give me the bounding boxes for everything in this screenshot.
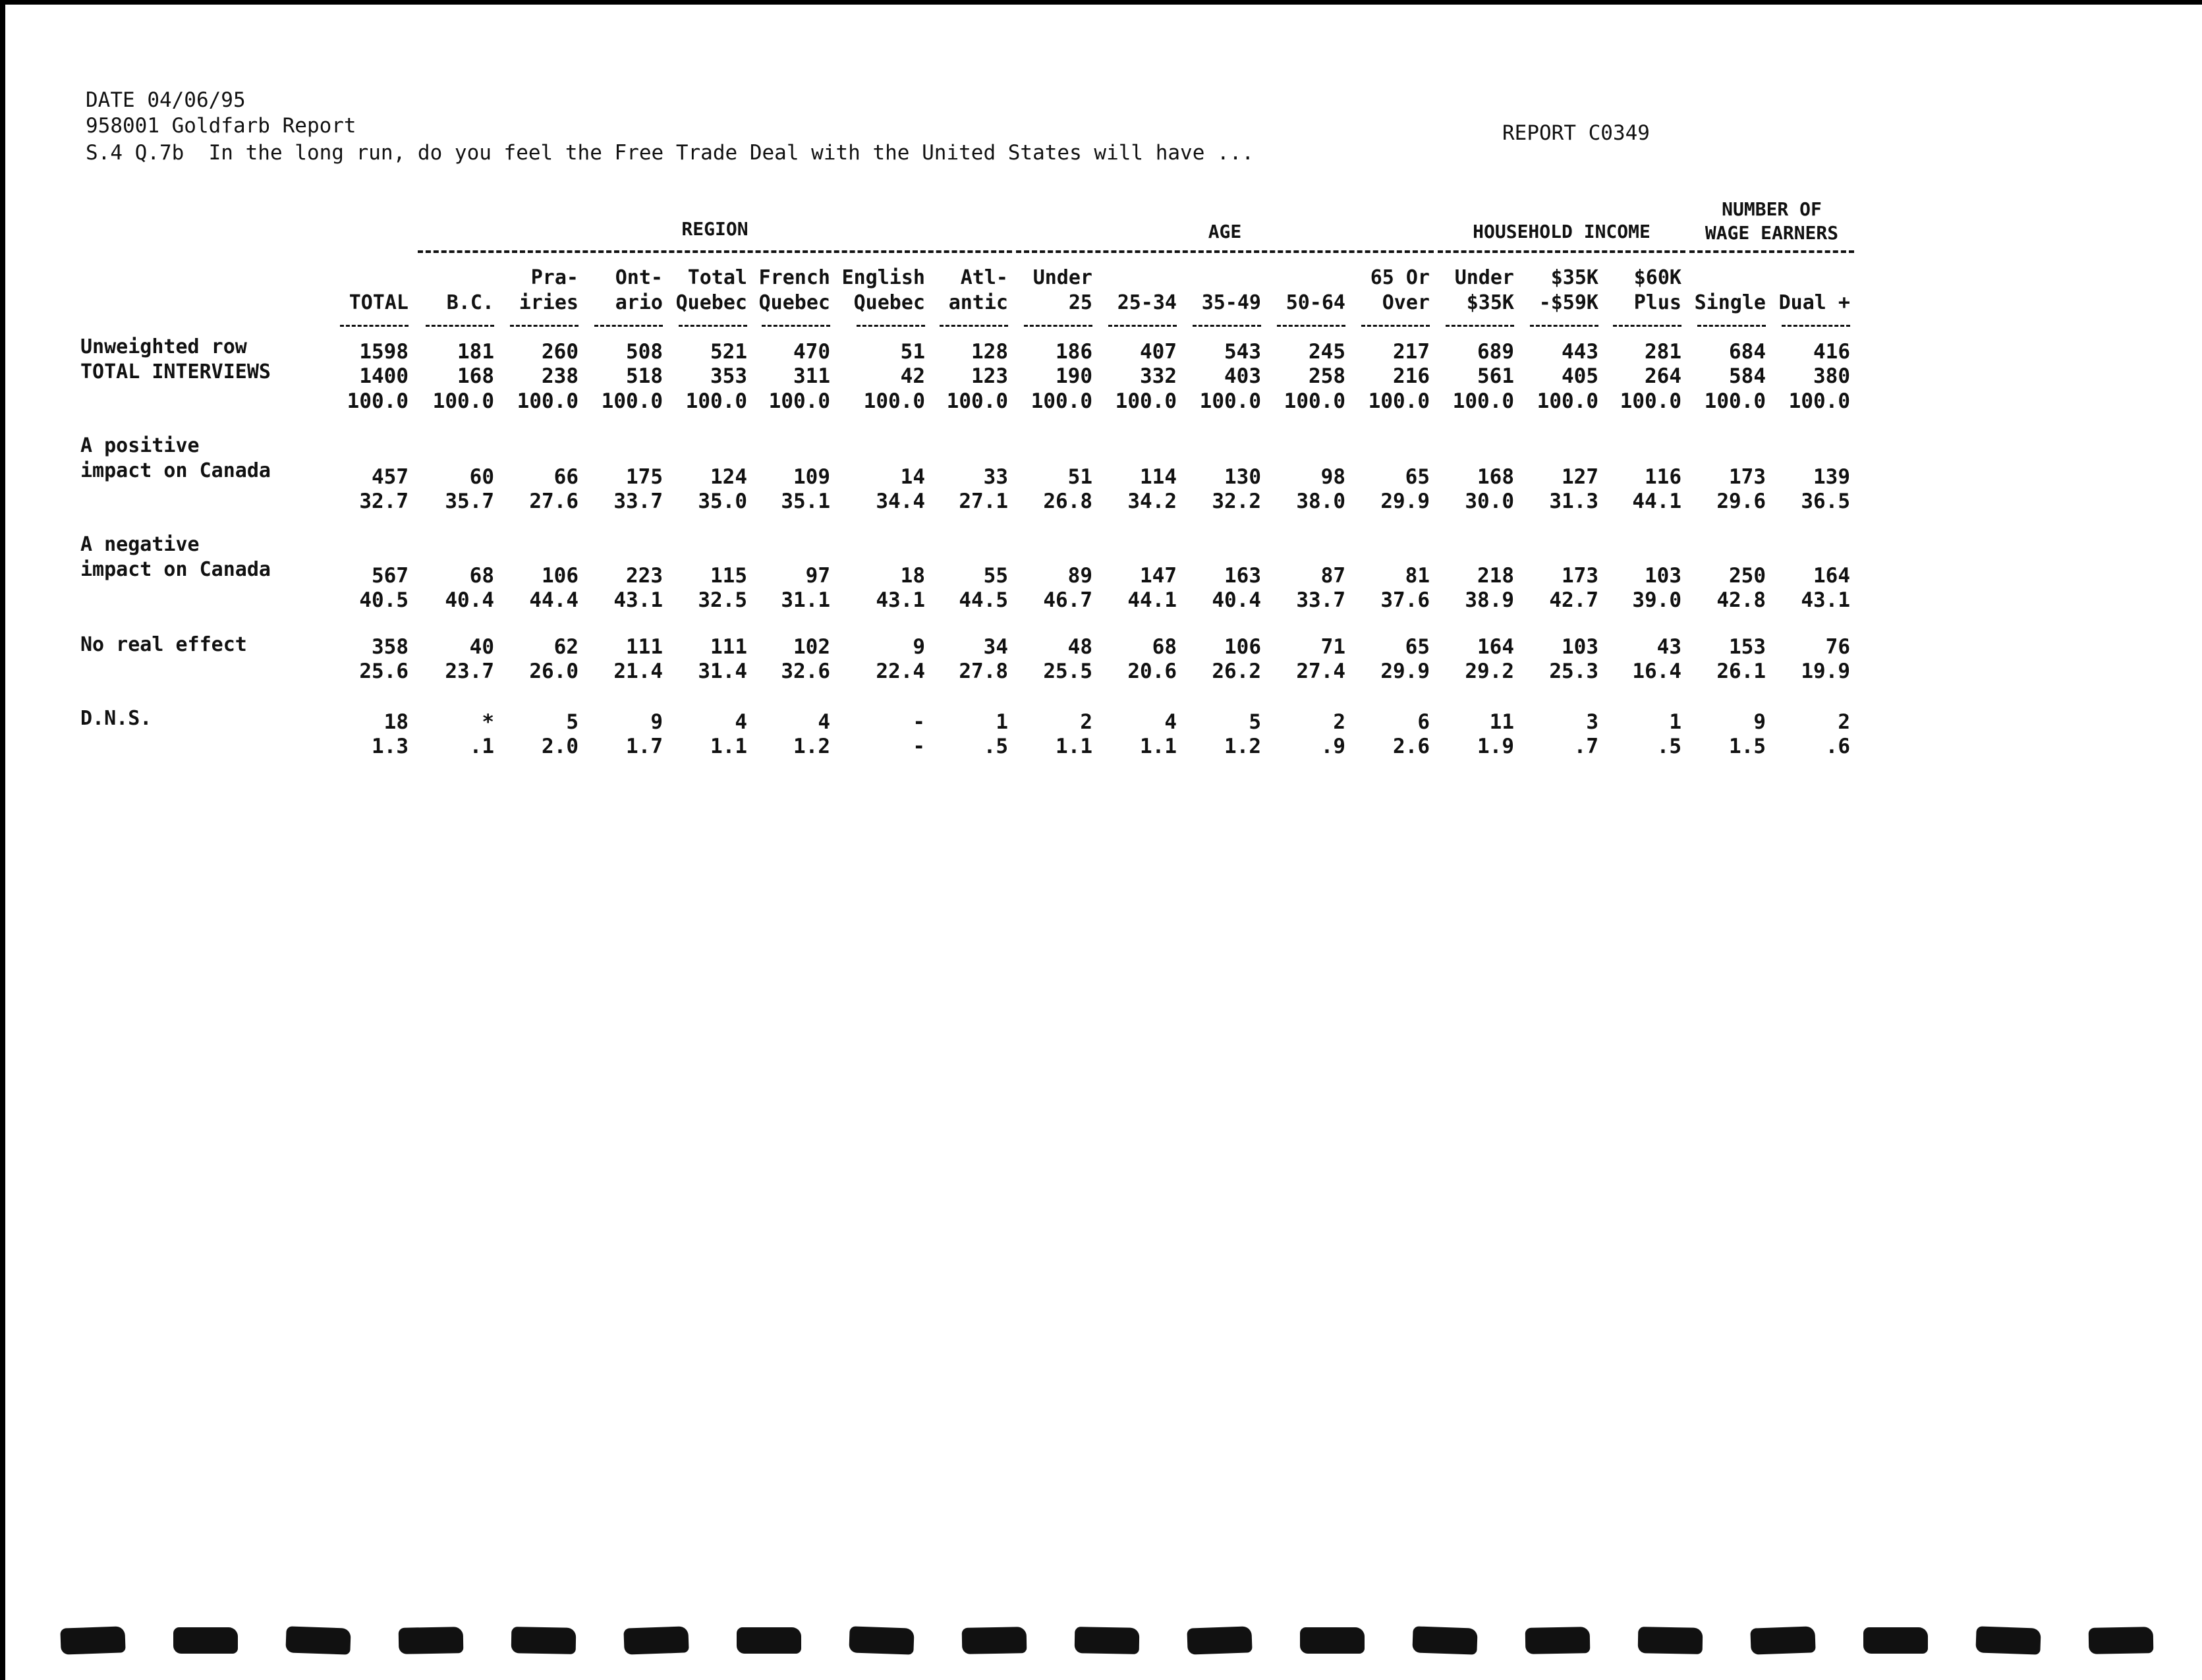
count-cell: 109 [793, 465, 830, 489]
column-header-underline [1193, 325, 1261, 327]
count-cell: 521 [710, 340, 747, 364]
column-header: $60K Plus [1633, 266, 1681, 314]
question-text: S.4 Q.7b In the long run, do you feel the Free Trade Deal with the United States will have ... [86, 141, 1255, 165]
count-cell: 124 [710, 465, 747, 489]
column-header-underline [1277, 325, 1345, 327]
count-cell: 9 [1753, 710, 1766, 734]
percent-cell: 100.0 [1030, 389, 1092, 413]
count-cell: 238 [542, 364, 579, 388]
percent-cell: 29.2 [1465, 659, 1514, 683]
count-cell: 584 [1729, 364, 1766, 388]
count-cell: 34 [983, 635, 1008, 659]
count-cell: 168 [1477, 465, 1514, 489]
count-cell: 65 [1405, 635, 1430, 659]
column-header-underline [1108, 325, 1177, 327]
percent-cell: 33.7 [613, 490, 663, 513]
punch-hole [1750, 1626, 1815, 1654]
count-cell: 89 [1067, 564, 1092, 588]
count-cell: 42 [900, 364, 925, 388]
punch-hole [1300, 1627, 1365, 1654]
punch-hole [173, 1627, 238, 1654]
column-group-divider [418, 250, 1012, 253]
column-header-underline [1782, 325, 1850, 327]
column-header-underline [594, 325, 663, 327]
percent-cell: 34.2 [1127, 490, 1177, 513]
percent-cell: 35.1 [781, 490, 830, 513]
percent-cell: 100.0 [1368, 389, 1430, 413]
column-header-underline [762, 325, 830, 327]
percent-cell: 100.0 [432, 389, 494, 413]
punch-hole [2089, 1627, 2154, 1654]
count-cell: 48 [1067, 635, 1092, 659]
percent-cell: 1.3 [372, 735, 409, 758]
percent-cell: 21.4 [613, 659, 663, 683]
percent-cell: .7 [1573, 735, 1598, 758]
percent-cell: 36.5 [1801, 490, 1850, 513]
count-cell: 216 [1393, 364, 1430, 388]
percent-cell: 100.0 [347, 389, 409, 413]
percent-cell: 31.1 [781, 588, 830, 612]
count-cell: 543 [1224, 340, 1261, 364]
percent-cell: 100.0 [1788, 389, 1850, 413]
percent-cell: 42.8 [1716, 588, 1766, 612]
count-cell: 4 [1164, 710, 1177, 734]
count-cell: 164 [1477, 635, 1514, 659]
percent-cell: 27.8 [959, 659, 1008, 683]
column-header-underline [940, 325, 1008, 327]
count-cell: 173 [1562, 564, 1598, 588]
percent-cell: .9 [1320, 735, 1345, 758]
column-group-header: REGION [681, 218, 748, 240]
percent-cell: 1.9 [1477, 735, 1514, 758]
count-cell: 260 [542, 340, 579, 364]
punch-hole [1863, 1627, 1928, 1654]
column-header-underline [1530, 325, 1598, 327]
count-cell: 9 [913, 635, 925, 659]
count-cell: 71 [1320, 635, 1345, 659]
column-header: 25-34 [1117, 291, 1177, 314]
percent-cell: 32.2 [1212, 490, 1261, 513]
percent-cell: 100.0 [1704, 389, 1766, 413]
count-cell: 353 [710, 364, 747, 388]
count-cell: 106 [1224, 635, 1261, 659]
count-cell: 684 [1729, 340, 1766, 364]
percent-cell: 100.0 [1620, 389, 1681, 413]
percent-cell: 26.1 [1716, 659, 1766, 683]
punch-hole [623, 1626, 689, 1654]
column-header: English Quebec [841, 266, 925, 314]
count-cell: 51 [900, 340, 925, 364]
count-cell: 186 [1056, 340, 1092, 364]
percent-cell: 40.5 [359, 588, 409, 612]
count-cell: 106 [542, 564, 579, 588]
percent-cell: 19.9 [1801, 659, 1850, 683]
count-cell: 55 [983, 564, 1008, 588]
column-header: French Quebec [758, 266, 830, 314]
percent-cell: 100.0 [517, 389, 579, 413]
row-label: A negative impact on Canada [80, 533, 271, 581]
percent-cell: 26.8 [1043, 490, 1092, 513]
count-cell: 68 [469, 564, 494, 588]
percent-cell: 35.7 [445, 490, 494, 513]
scan-border-top [0, 0, 2202, 5]
count-cell: 223 [626, 564, 663, 588]
count-cell: 147 [1140, 564, 1177, 588]
percent-cell: 38.0 [1296, 490, 1345, 513]
punch-hole [1187, 1626, 1252, 1654]
percent-cell: 23.7 [445, 659, 494, 683]
count-cell: 33 [983, 465, 1008, 489]
percent-cell: 100.0 [1284, 389, 1345, 413]
punch-hole [399, 1627, 464, 1654]
count-cell: 103 [1645, 564, 1681, 588]
count-cell: 358 [372, 635, 409, 659]
count-cell: 103 [1562, 635, 1598, 659]
punch-hole [1075, 1627, 1140, 1654]
percent-cell: .5 [1656, 735, 1681, 758]
scan-border-left [0, 0, 5, 1680]
count-cell: 18 [383, 710, 409, 734]
percent-cell: 1.1 [710, 735, 747, 758]
row-label: Unweighted row TOTAL INTERVIEWS [80, 335, 271, 383]
count-cell: 217 [1393, 340, 1430, 364]
count-cell: 380 [1813, 364, 1850, 388]
count-cell: 5 [1249, 710, 1261, 734]
report-id: REPORT C0349 [1502, 121, 1650, 145]
percent-cell: 25.3 [1549, 659, 1598, 683]
column-header: Total Quebec [675, 266, 747, 314]
percent-cell: 20.6 [1127, 659, 1177, 683]
column-header-underline [510, 325, 579, 327]
count-cell: 111 [710, 635, 747, 659]
percent-cell: 29.9 [1380, 490, 1430, 513]
punch-hole [1638, 1627, 1703, 1654]
percent-cell: 44.1 [1632, 490, 1681, 513]
punch-hole [1412, 1626, 1477, 1654]
percent-cell: 100.0 [1115, 389, 1177, 413]
column-group-divider [1016, 250, 1434, 253]
punch-hole [849, 1626, 914, 1654]
column-header: Pra- iries [519, 266, 579, 314]
count-cell: 81 [1405, 564, 1430, 588]
column-group-divider [1438, 250, 1685, 253]
row-label: D.N.S. [80, 707, 152, 730]
count-cell: 218 [1477, 564, 1514, 588]
percent-cell: 44.4 [529, 588, 579, 612]
percent-cell: 2.0 [542, 735, 579, 758]
count-cell: 98 [1320, 465, 1345, 489]
count-cell: 190 [1056, 364, 1092, 388]
count-cell: 163 [1224, 564, 1261, 588]
row-label: No real effect [80, 633, 247, 656]
count-cell: 76 [1825, 635, 1850, 659]
percent-cell: 44.1 [1127, 588, 1177, 612]
percent-cell: 26.2 [1212, 659, 1261, 683]
count-cell: 111 [626, 635, 663, 659]
percent-cell: 1.2 [793, 735, 830, 758]
count-cell: 60 [469, 465, 494, 489]
count-cell: 1598 [359, 340, 409, 364]
column-header: 50-64 [1285, 291, 1345, 314]
count-cell: 6 [1417, 710, 1430, 734]
percent-cell: 1.2 [1224, 735, 1261, 758]
count-cell: 173 [1729, 465, 1766, 489]
count-cell: 87 [1320, 564, 1345, 588]
column-header-underline [679, 325, 747, 327]
count-cell: 123 [971, 364, 1008, 388]
punch-hole [1975, 1626, 2041, 1654]
count-cell: 4 [818, 710, 830, 734]
count-cell: 114 [1140, 465, 1177, 489]
count-cell: 689 [1477, 340, 1514, 364]
count-cell: 457 [372, 465, 409, 489]
percent-cell: 26.0 [529, 659, 579, 683]
column-header-underline [1446, 325, 1514, 327]
count-cell: 11 [1489, 710, 1514, 734]
percent-cell: 43.1 [876, 588, 925, 612]
count-cell: 153 [1729, 635, 1766, 659]
percent-cell: 1.5 [1729, 735, 1766, 758]
column-header-underline [857, 325, 925, 327]
count-cell: 116 [1645, 465, 1681, 489]
percent-cell: 27.6 [529, 490, 579, 513]
percent-cell: 34.4 [876, 490, 925, 513]
count-cell: 40 [469, 635, 494, 659]
column-header: Under 25 [1032, 266, 1092, 314]
punch-hole [737, 1627, 801, 1654]
percent-cell: 33.7 [1296, 588, 1345, 612]
count-cell: 443 [1562, 340, 1598, 364]
count-cell: 258 [1309, 364, 1345, 388]
percent-cell: 29.6 [1716, 490, 1766, 513]
percent-cell: 1.1 [1140, 735, 1177, 758]
count-cell: 311 [793, 364, 830, 388]
count-cell: * [482, 710, 494, 734]
count-cell: 332 [1140, 364, 1177, 388]
count-cell: 62 [553, 635, 579, 659]
percent-cell: 16.4 [1632, 659, 1681, 683]
column-header: Atl- antic [948, 266, 1008, 314]
count-cell: 5 [566, 710, 579, 734]
percent-cell: 100.0 [946, 389, 1008, 413]
percent-cell: 40.4 [1212, 588, 1261, 612]
column-header-underline [1024, 325, 1092, 327]
percent-cell: 1.1 [1056, 735, 1092, 758]
count-cell: 281 [1645, 340, 1681, 364]
percent-cell: 39.0 [1632, 588, 1681, 612]
count-cell: - [913, 710, 925, 734]
count-cell: 14 [900, 465, 925, 489]
percent-cell: 44.5 [959, 588, 1008, 612]
column-header: B.C. [446, 291, 494, 314]
count-cell: 508 [626, 340, 663, 364]
report-name: 958001 Goldfarb Report [86, 114, 356, 138]
punch-hole [511, 1627, 577, 1654]
count-cell: 264 [1645, 364, 1681, 388]
count-cell: 128 [971, 340, 1008, 364]
percent-cell: 32.5 [698, 588, 747, 612]
count-cell: 2 [1333, 710, 1345, 734]
percent-cell: 100.0 [1452, 389, 1514, 413]
percent-cell: 27.4 [1296, 659, 1345, 683]
count-cell: 139 [1813, 465, 1850, 489]
column-header: 35-49 [1201, 291, 1261, 314]
percent-cell: 46.7 [1043, 588, 1092, 612]
percent-cell: .5 [983, 735, 1008, 758]
count-cell: 9 [650, 710, 663, 734]
percent-cell: 42.7 [1549, 588, 1598, 612]
count-cell: 97 [805, 564, 830, 588]
column-group-header: HOUSEHOLD INCOME [1473, 221, 1651, 242]
punch-hole [60, 1626, 125, 1654]
count-cell: 43 [1656, 635, 1681, 659]
count-cell: 416 [1813, 340, 1850, 364]
count-cell: 518 [626, 364, 663, 388]
count-cell: 181 [457, 340, 494, 364]
count-cell: 3 [1586, 710, 1598, 734]
count-cell: 1400 [359, 364, 409, 388]
column-header-underline [1613, 325, 1681, 327]
count-cell: 567 [372, 564, 409, 588]
punch-hole [962, 1627, 1027, 1654]
count-cell: 68 [1152, 635, 1177, 659]
percent-cell: 25.5 [1043, 659, 1092, 683]
column-header: TOTAL [349, 291, 409, 314]
percent-cell: 31.4 [698, 659, 747, 683]
count-cell: 470 [793, 340, 830, 364]
column-group-header: NUMBER OF WAGE EARNERS [1705, 198, 1839, 244]
count-cell: 405 [1562, 364, 1598, 388]
count-cell: 127 [1562, 465, 1598, 489]
percent-cell: 100.0 [601, 389, 663, 413]
percent-cell: 35.0 [698, 490, 747, 513]
column-header: Ont- ario [615, 266, 663, 314]
percent-cell: 100.0 [1199, 389, 1261, 413]
percent-cell: 37.6 [1380, 588, 1430, 612]
percent-cell: 43.1 [613, 588, 663, 612]
count-cell: 561 [1477, 364, 1514, 388]
percent-cell: 27.1 [959, 490, 1008, 513]
percent-cell: 38.9 [1465, 588, 1514, 612]
count-cell: 407 [1140, 340, 1177, 364]
column-header: 65 Or Over [1370, 266, 1430, 314]
count-cell: 403 [1224, 364, 1261, 388]
percent-cell: 32.7 [359, 490, 409, 513]
column-header-underline [340, 325, 409, 327]
percent-cell: .6 [1825, 735, 1850, 758]
column-header: Dual + [1778, 291, 1850, 314]
percent-cell: 25.6 [359, 659, 409, 683]
report-date: DATE 04/06/95 [86, 88, 246, 112]
count-cell: 250 [1729, 564, 1766, 588]
count-cell: 2 [1080, 710, 1092, 734]
percent-cell: 30.0 [1465, 490, 1514, 513]
count-cell: 102 [793, 635, 830, 659]
percent-cell: 100.0 [768, 389, 830, 413]
count-cell: 66 [553, 465, 579, 489]
column-group-divider [1689, 250, 1854, 253]
count-cell: 4 [735, 710, 747, 734]
count-cell: 1 [1669, 710, 1681, 734]
count-cell: 18 [900, 564, 925, 588]
column-group-header: AGE [1208, 221, 1242, 242]
punch-hole [1525, 1627, 1591, 1654]
count-cell: 51 [1067, 465, 1092, 489]
count-cell: 115 [710, 564, 747, 588]
column-header: Under $35K [1454, 266, 1514, 314]
percent-cell: 1.7 [626, 735, 663, 758]
percent-cell: 100.0 [1537, 389, 1598, 413]
percent-cell: - [913, 735, 925, 758]
percent-cell: .1 [469, 735, 494, 758]
count-cell: 2 [1838, 710, 1850, 734]
percent-cell: 31.3 [1549, 490, 1598, 513]
column-header: Single [1694, 291, 1766, 314]
count-cell: 65 [1405, 465, 1430, 489]
percent-cell: 100.0 [685, 389, 747, 413]
count-cell: 1 [996, 710, 1008, 734]
percent-cell: 43.1 [1801, 588, 1850, 612]
count-cell: 245 [1309, 340, 1345, 364]
count-cell: 130 [1224, 465, 1261, 489]
count-cell: 164 [1813, 564, 1850, 588]
count-cell: 168 [457, 364, 494, 388]
percent-cell: 40.4 [445, 588, 494, 612]
row-label: A positive impact on Canada [80, 434, 271, 482]
percent-cell: 29.9 [1380, 659, 1430, 683]
percent-cell: 2.6 [1393, 735, 1430, 758]
percent-cell: 22.4 [876, 659, 925, 683]
punch-hole [285, 1626, 351, 1654]
column-header-underline [1697, 325, 1766, 327]
column-header-underline [426, 325, 494, 327]
percent-cell: 100.0 [863, 389, 925, 413]
column-header: $35K -$59K [1539, 266, 1598, 314]
percent-cell: 32.6 [781, 659, 830, 683]
count-cell: 175 [626, 465, 663, 489]
column-header-underline [1361, 325, 1430, 327]
